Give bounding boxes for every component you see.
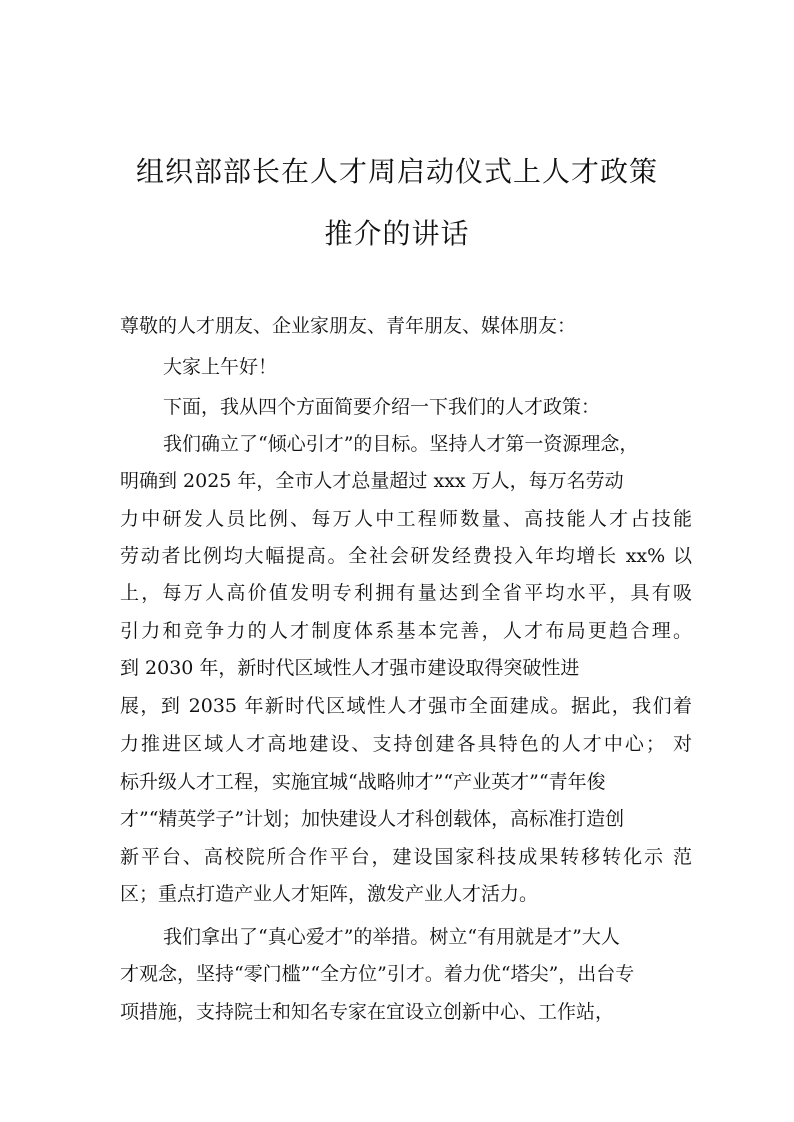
body-line: 劳动者比例均大幅提高。全社会研发经费投入年均增长 xx% 以: [120, 545, 692, 567]
title-line-1: 组织部部长在人才周启动仪式上人才政策: [135, 155, 658, 188]
body-line: 到 2030 年，新时代区域性人才强市建设取得突破性进: [120, 657, 580, 679]
body-line: 才”“精英学子”计划；加快建设人才科创载体，高标准打造创: [120, 808, 625, 830]
body-line: 新平台、高校院所合作平台，建设国家科技成果转移转化示 范: [120, 846, 692, 868]
greeting: 大家上午好！: [163, 356, 278, 378]
body-line: 力中研发人员比例、每万人中工程师数量、高技能人才占技能: [120, 508, 692, 530]
body-line: 引力和竞争力的人才制度体系基本完善，人才布局更趋合理。: [120, 620, 692, 642]
body-line: 下面，我从四个方面简要介绍一下我们的人才政策：: [163, 396, 601, 418]
salutation: 尊敬的人才朋友、企业家朋友、青年朋友、媒体朋友：: [120, 315, 577, 337]
body-line: 展，到 2035 年新时代区域性人才强市全面建成。据此，我们着: [120, 695, 692, 717]
body-line: 才观念，坚持“零门槛”“全方位”引才。着力优“塔尖”，出台专: [120, 963, 635, 985]
body-line: 明确到 2025 年，全市人才总量超过 xxx 万人，每万名劳动: [120, 470, 624, 492]
body-line: 上，每万人高价值发明专利拥有量达到全省平均水平，具有吸: [120, 582, 692, 604]
title-line-2: 推介的讲话: [324, 217, 470, 250]
body-line: 我们拿出了“真心爱才”的举措。树立“有用就是才”大人: [163, 926, 620, 948]
body-line: 我们确立了“倾心引才”的目标。坚持人才第一资源理念，: [163, 433, 639, 455]
body-line: 项措施，支持院士和知名专家在宜设立创新中心、工作站，: [120, 1001, 615, 1023]
body-line: 区；重点打造产业人才矩阵，激发产业人才活力。: [120, 883, 539, 905]
body-line: 标升级人才工程，实施宜城“战略帅才”“产业英才”“青年俊: [120, 771, 606, 793]
body-line: 力推进区域人才高地建设、支持创建各具特色的人才中心； 对: [120, 733, 692, 755]
